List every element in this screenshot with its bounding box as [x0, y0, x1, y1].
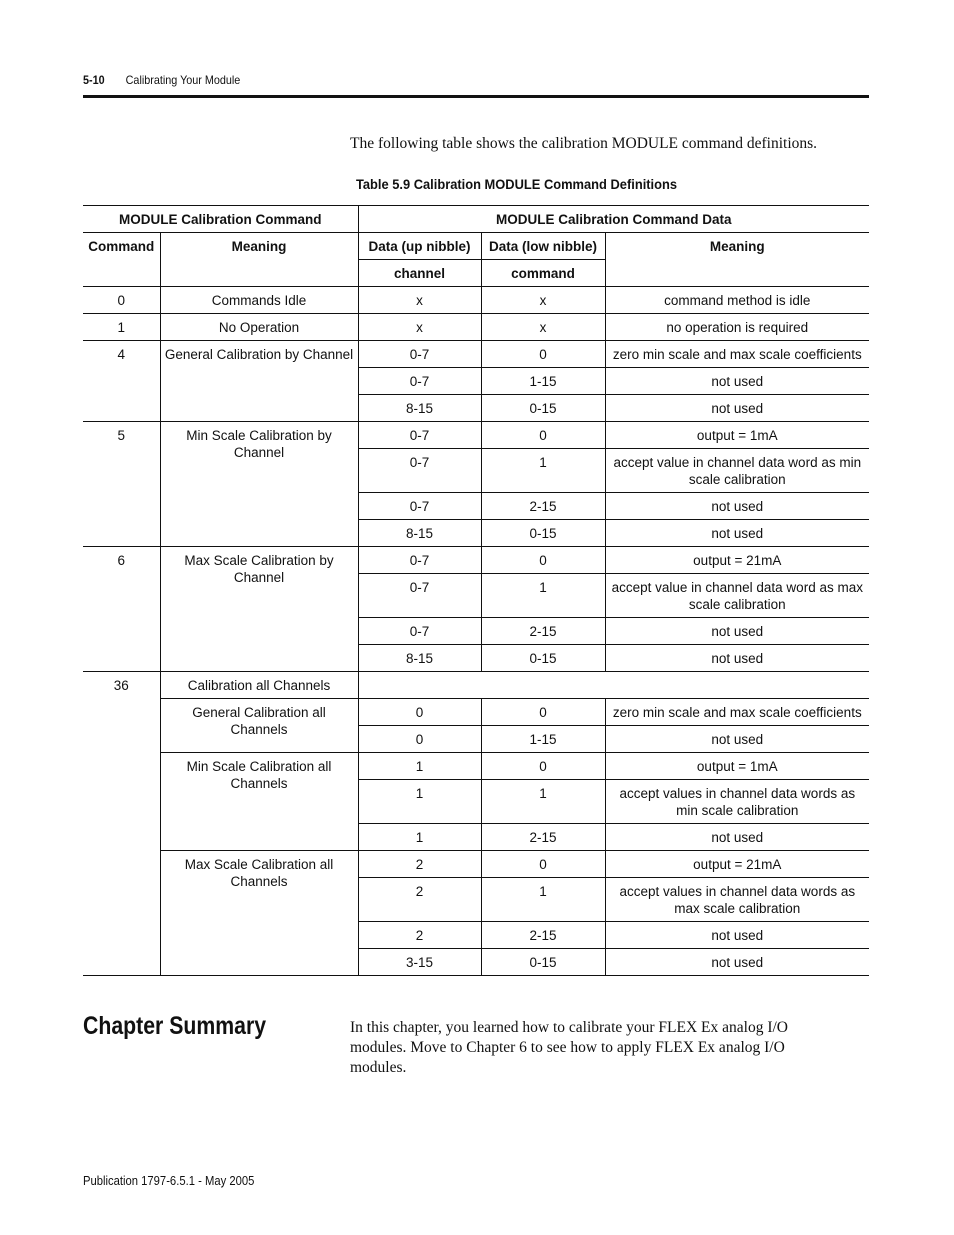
table-row: [83, 672, 869, 699]
cell-command: 4: [83, 341, 160, 422]
cell-data-meaning: not used: [605, 520, 869, 547]
cell-data-meaning: not used: [605, 726, 869, 753]
cell-data-meaning: not used: [605, 949, 869, 976]
publication-footer: Publication 1797-6.5.1 - May 2005: [83, 1174, 255, 1188]
cell-up-nibble: 2: [358, 851, 481, 878]
cell-up-nibble: 0-7: [358, 368, 481, 395]
cell-low-nibble: 1-15: [481, 726, 605, 753]
cell-data-meaning: accept value in channel data word as max scale calibration: [605, 574, 869, 618]
page-number: 5-10: [83, 73, 105, 87]
cell-command: 36: [83, 672, 160, 976]
cell-low-nibble: 1: [481, 574, 605, 618]
cell-data-meaning: command method is idle: [605, 287, 869, 314]
cell-up-nibble: x: [358, 314, 481, 341]
cell-up-nibble: 8-15: [358, 520, 481, 547]
cell-data-meaning: output = 21mA: [605, 851, 869, 878]
cell-up-nibble: 0-7: [358, 422, 481, 449]
running-header: [83, 73, 240, 87]
cell-meaning: Calibration all Channels: [160, 672, 358, 699]
cell-low-nibble: 0-15: [481, 645, 605, 672]
cell-low-nibble: 1: [481, 449, 605, 493]
cell-up-nibble: 0-7: [358, 493, 481, 520]
cell-low-nibble: 0: [481, 422, 605, 449]
cell-low-nibble: 0: [481, 851, 605, 878]
group-header-row: [83, 206, 869, 233]
table-row: [83, 699, 869, 726]
cell-data-meaning: zero min scale and max scale coefficients: [605, 699, 869, 726]
cell-up-nibble: 8-15: [358, 395, 481, 422]
cell-data-empty: [358, 672, 869, 699]
col-header-meaning: Meaning: [160, 233, 358, 287]
cell-meaning: Min Scale Calibration all Channels: [160, 753, 358, 851]
cell-meaning: No Operation: [160, 314, 358, 341]
cell-up-nibble: 0: [358, 699, 481, 726]
cell-up-nibble: 1: [358, 824, 481, 851]
cell-up-nibble: 1: [358, 780, 481, 824]
col-header-low-nibble: Data (low nibble): [481, 233, 605, 260]
table-row: [83, 422, 869, 449]
cell-data-meaning: not used: [605, 618, 869, 645]
cell-command: 1: [83, 314, 160, 341]
cell-data-meaning: zero min scale and max scale coefficients: [605, 341, 869, 368]
col-header-data-meaning: Meaning: [605, 233, 869, 287]
cell-up-nibble: 0-7: [358, 449, 481, 493]
sub-header-command: command: [481, 260, 605, 287]
cell-low-nibble: 0-15: [481, 395, 605, 422]
table-row: [83, 314, 869, 341]
chapter-summary-text: In this chapter, you learned how to calibrate your FLEX Ex analog I/O modules. Move to Chapter 6 to see how to apply FLEX Ex analog I/O modules.: [350, 1019, 788, 1076]
chapter-summary-heading: Chapter Summary: [83, 1012, 267, 1040]
table-row: [83, 341, 869, 368]
cell-meaning: General Calibration by Channel: [160, 341, 358, 422]
cell-low-nibble: 0: [481, 547, 605, 574]
cell-up-nibble: 3-15: [358, 949, 481, 976]
sub-header-channel: channel: [358, 260, 481, 287]
cell-low-nibble: 0: [481, 753, 605, 780]
col-header-command: Command: [83, 233, 160, 287]
cell-data-meaning: not used: [605, 645, 869, 672]
table-row: [83, 287, 869, 314]
cell-low-nibble: 0-15: [481, 949, 605, 976]
cell-up-nibble: 0-7: [358, 618, 481, 645]
cell-low-nibble: 1: [481, 780, 605, 824]
table-row: [83, 753, 869, 780]
header-rule: [83, 95, 869, 98]
cell-low-nibble: 2-15: [481, 618, 605, 645]
table-row: [83, 851, 869, 878]
cell-up-nibble: x: [358, 287, 481, 314]
cell-low-nibble: 2-15: [481, 493, 605, 520]
group-header-data: MODULE Calibration Command Data: [358, 206, 869, 233]
table-row: [83, 547, 869, 574]
cell-up-nibble: 0-7: [358, 574, 481, 618]
cell-low-nibble: 1-15: [481, 368, 605, 395]
table-caption: Table 5.9 Calibration MODULE Command Definitions: [355, 176, 677, 192]
cell-data-meaning: output = 1mA: [605, 753, 869, 780]
cell-command: 0: [83, 287, 160, 314]
intro-text: The following table shows the calibration MODULE command definitions.: [350, 135, 818, 152]
cell-meaning: Commands Idle: [160, 287, 358, 314]
cell-low-nibble: 0: [481, 699, 605, 726]
cell-data-meaning: accept value in channel data word as min scale calibration: [605, 449, 869, 493]
cell-data-meaning: no operation is required: [605, 314, 869, 341]
cell-low-nibble: x: [481, 287, 605, 314]
cell-meaning: Max Scale Calibration by Channel: [160, 547, 358, 672]
cell-command: 5: [83, 422, 160, 547]
cell-data-meaning: not used: [605, 395, 869, 422]
column-header-row: [83, 233, 869, 260]
cell-meaning: Min Scale Calibration by Channel: [160, 422, 358, 547]
cell-low-nibble: 2-15: [481, 922, 605, 949]
cell-low-nibble: 0-15: [481, 520, 605, 547]
cell-command: 6: [83, 547, 160, 672]
cell-low-nibble: x: [481, 314, 605, 341]
cell-up-nibble: 2: [358, 922, 481, 949]
cell-up-nibble: 8-15: [358, 645, 481, 672]
cell-meaning: General Calibration all Channels: [160, 699, 358, 753]
cell-data-meaning: accept values in channel data words as min scale calibration: [605, 780, 869, 824]
cell-up-nibble: 1: [358, 753, 481, 780]
cell-data-meaning: not used: [605, 368, 869, 395]
cell-low-nibble: 2-15: [481, 824, 605, 851]
col-header-up-nibble: Data (up nibble): [358, 233, 481, 260]
cell-data-meaning: not used: [605, 824, 869, 851]
cell-low-nibble: 0: [481, 341, 605, 368]
cell-data-meaning: output = 21mA: [605, 547, 869, 574]
cell-data-meaning: not used: [605, 922, 869, 949]
cell-data-meaning: not used: [605, 493, 869, 520]
cell-data-meaning: output = 1mA: [605, 422, 869, 449]
cell-low-nibble: 1: [481, 878, 605, 922]
section-title: Calibrating Your Module: [125, 73, 241, 87]
cell-up-nibble: 0: [358, 726, 481, 753]
cell-up-nibble: 2: [358, 878, 481, 922]
calibration-command-table: [83, 205, 869, 976]
cell-up-nibble: 0-7: [358, 547, 481, 574]
cell-up-nibble: 0-7: [358, 341, 481, 368]
cell-meaning: Max Scale Calibration all Channels: [160, 851, 358, 976]
cell-data-meaning: accept values in channel data words as max scale calibration: [605, 878, 869, 922]
group-header-command: MODULE Calibration Command: [83, 206, 358, 233]
